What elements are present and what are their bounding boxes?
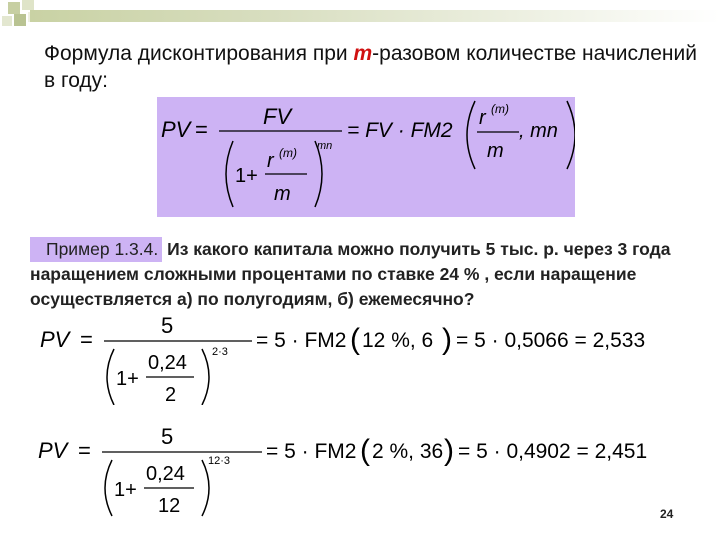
mf-pv: PV — [161, 117, 191, 142]
calc1-result: = 5 · 0,5066 = 2,533 — [456, 329, 646, 352]
mf-m-denom: m — [274, 183, 291, 205]
calc2-exponent: 12·3 — [208, 455, 231, 467]
calc2-numerator: 5 — [161, 424, 174, 449]
calc2-args-right-paren: ) — [444, 434, 454, 467]
example-text: Из какого капитала можно получить 5 тыс. р. через 3 года наращением сложными процентами по ставке 24 % , если наращение осуществляется а) по полугодиям, б) ежемесячно? — [30, 239, 671, 309]
main-formula-box — [157, 97, 575, 217]
mf-exponent-mn: mn — [317, 140, 333, 152]
calc1-rhs-prefix: = 5 · FM2 — [256, 329, 347, 352]
calc1-numerator: 5 — [161, 313, 174, 338]
example-statement — [30, 237, 710, 312]
slide-title — [44, 40, 704, 94]
calc2-args-left-paren: ( — [360, 434, 370, 467]
calc1-args-left-paren: ( — [350, 323, 360, 356]
mf-fv: FV — [263, 104, 292, 129]
mf-args-right-paren — [567, 101, 575, 169]
calc2-rhs-prefix: = 5 · FM2 — [266, 440, 357, 463]
calc2-formula — [30, 420, 670, 520]
calc1-eq: = — [80, 327, 93, 352]
calc1-pv: PV — [40, 327, 70, 352]
calc1-exponent: 2·3 — [212, 346, 228, 358]
mf-left-paren — [226, 141, 233, 207]
calc1-args-right-paren: ) — [442, 323, 452, 356]
mf-r-sup: (m) — [279, 146, 297, 160]
calc1-args: 12 %, 6 — [362, 329, 434, 352]
calc1-m: 2 — [165, 384, 177, 405]
calculation-monthly — [30, 420, 670, 520]
calc2-pv: PV — [38, 438, 68, 463]
calc1-right-paren — [202, 349, 209, 405]
mf-fv-fm2: = FV · FM2 — [347, 119, 453, 142]
calc2-rate: 0,24 — [146, 463, 185, 485]
mf-args-mn: , mn — [519, 120, 558, 142]
calc2-right-paren — [202, 460, 209, 516]
calc2-one-plus: 1+ — [114, 479, 137, 501]
page-number: 24 — [660, 507, 674, 521]
calc1-formula — [30, 305, 670, 405]
title-m-variable: m — [353, 42, 373, 65]
calc1-left-paren — [107, 349, 114, 405]
calc2-args: 2 %, 36 — [372, 440, 444, 463]
example-label: Пример 1.3.4. — [30, 237, 162, 262]
calc1-rate: 0,24 — [148, 352, 187, 374]
calc2-eq: = — [78, 438, 91, 463]
title-text-after: -разовом количестве начислений в году: — [44, 42, 697, 92]
calc2-left-paren — [105, 460, 112, 516]
calculation-half-year — [30, 305, 670, 405]
mf-r: r — [267, 150, 274, 172]
main-formula — [157, 97, 575, 217]
mf-args-r-sup: (m) — [491, 102, 509, 116]
mf-one-plus: 1+ — [235, 165, 258, 187]
mf-args-m: m — [487, 140, 504, 162]
calc1-one-plus: 1+ — [116, 368, 139, 390]
top-decoration-bar — [30, 10, 720, 22]
title-text-before: Формула дисконтирования при — [44, 42, 354, 65]
mf-eq: = — [195, 117, 208, 142]
calc2-result: = 5 · 0,4902 = 2,451 — [458, 440, 648, 463]
mf-args-r: r — [479, 107, 486, 129]
mf-args-left-paren — [467, 101, 475, 169]
calc2-m: 12 — [158, 495, 181, 517]
